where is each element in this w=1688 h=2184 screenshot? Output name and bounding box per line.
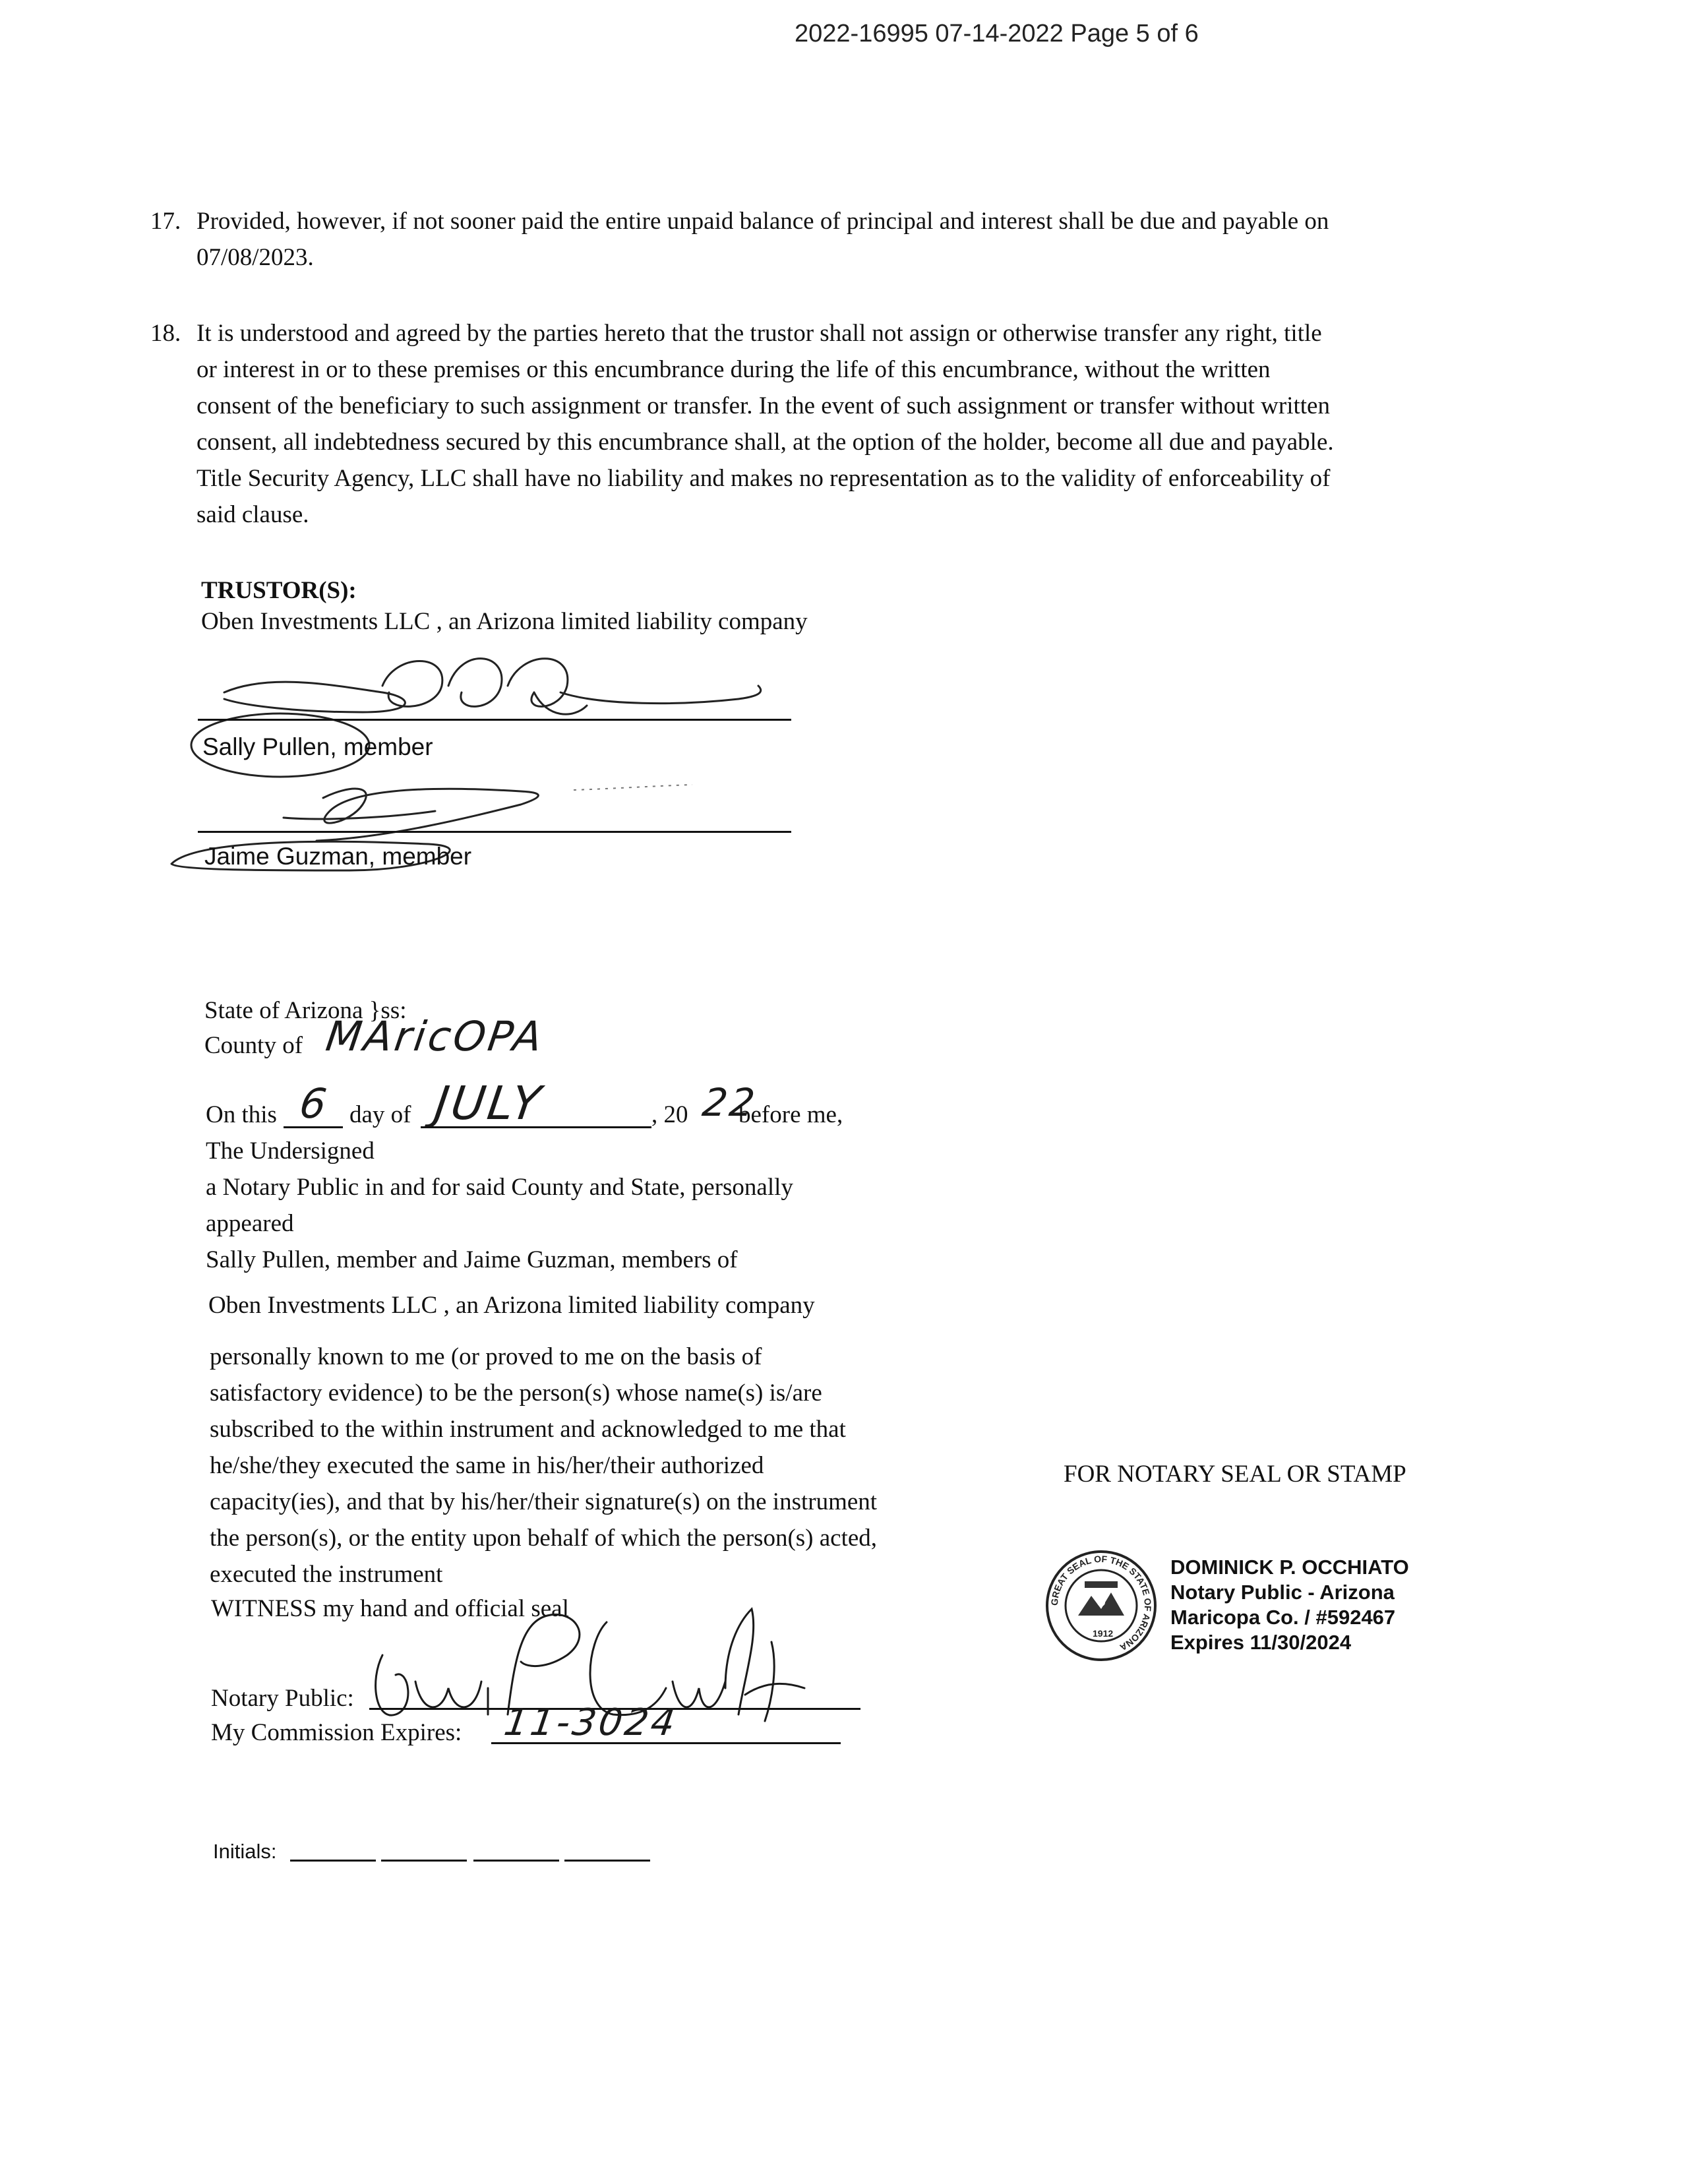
before-me-label: before me, — [738, 1101, 843, 1128]
document-reference-header: 2022-16995 07-14-2022 Page 5 of 6 — [795, 20, 1199, 47]
notary-body-line: The Undersigned — [206, 1138, 375, 1165]
initials-line — [381, 1860, 467, 1862]
year-prefix: , 20 — [651, 1101, 688, 1128]
notary-body-line: Sally Pullen, member and Jaime Guzman, members of — [206, 1246, 738, 1273]
acknowledgment-text — [210, 1339, 877, 1592]
clause-line: Provided, however, if not sooner paid the entire unpaid balance of principal and interest shall be due and payable on — [196, 208, 1329, 235]
initials-line — [290, 1860, 376, 1862]
commission-line — [491, 1742, 841, 1744]
clause-17-text — [196, 203, 1476, 276]
stamp-county: Maricopa Co. / #592467 — [1170, 1606, 1396, 1629]
clause-line: 07/08/2023. — [196, 244, 314, 271]
month-line — [421, 1126, 651, 1128]
signature-line-2 — [198, 831, 791, 833]
stamp-title: Notary Public - Arizona — [1170, 1581, 1395, 1604]
day-line — [284, 1126, 343, 1128]
signer-1-label: Sally Pullen, member — [202, 733, 433, 760]
state-line: State of Arizona }ss: — [204, 997, 407, 1024]
stamp-expires: Expires 11/30/2024 — [1170, 1631, 1352, 1654]
initials-label: Initials: — [213, 1840, 277, 1863]
ack-line: satisfactory evidence) to be the person(s) whose name(s) is/are — [210, 1380, 822, 1407]
commission-handwritten: 11-3024 — [501, 1701, 680, 1744]
day-of-label: day of — [349, 1101, 411, 1128]
ack-line: the person(s), or the entity upon behalf of which the person(s) acted, — [210, 1525, 878, 1552]
trustor-heading: TRUSTOR(S): — [201, 577, 357, 604]
initials-line — [564, 1860, 650, 1862]
clause-line: or interest in or to these premises or this encumbrance during the life of this encumbrance, without the written — [196, 356, 1271, 383]
month-handwritten: JULY — [431, 1076, 547, 1130]
trustor-company: Oben Investments LLC , an Arizona limited liability company — [201, 608, 808, 635]
notary-body-line: a Notary Public in and for said County and State, personally — [206, 1174, 793, 1201]
seal-year: 1912 — [1093, 1628, 1114, 1639]
signer-2-label: Jaime Guzman, member — [204, 843, 472, 870]
notary-body-line: appeared — [206, 1210, 294, 1237]
clause-line: consent of the beneficiary to such assignment or transfer. In the event of such assignment or transfer without written — [196, 392, 1330, 419]
witness-line: WITNESS my hand and official seal — [211, 1595, 569, 1622]
county-label: County of — [204, 1032, 303, 1059]
clause-line: Title Security Agency, LLC shall have no liability and makes no representation as to the validity of enforceability of — [196, 465, 1331, 492]
ack-line: personally known to me (or proved to me on the basis of — [210, 1343, 762, 1370]
signature-line-1 — [198, 719, 791, 721]
state-seal-image — [1045, 1550, 1157, 1662]
clause-17-number: 17. — [150, 208, 181, 235]
clause-line: consent, all indebtedness secured by this encumbrance shall, at the option of the holder, become all due and payable. — [196, 429, 1334, 456]
notary-company-line: Oben Investments LLC , an Arizona limited liability company — [208, 1292, 815, 1319]
ack-line: he/she/they executed the same in his/her/their authorized — [210, 1452, 764, 1479]
initials-line — [473, 1860, 559, 1862]
on-this-label: On this — [206, 1101, 277, 1128]
commission-expires-label: My Commission Expires: — [211, 1719, 462, 1746]
notary-public-label: Notary Public: — [211, 1685, 354, 1712]
county-handwritten: MAricOPA — [322, 1012, 548, 1060]
ack-line: executed the instrument — [210, 1561, 443, 1588]
seal-caption: FOR NOTARY SEAL OR STAMP — [1064, 1461, 1406, 1488]
notary-stamp — [1170, 1555, 1409, 1655]
ack-line: capacity(ies), and that by his/her/their signature(s) on the instrument — [210, 1488, 878, 1515]
seal-ring-text: GREAT SEAL OF THE STATE OF ARIZONA — [1048, 1553, 1154, 1653]
day-handwritten: 6 — [296, 1079, 332, 1128]
ack-line: subscribed to the within instrument and acknowledged to me that — [210, 1416, 846, 1443]
clause-18-text — [196, 315, 1476, 533]
stamp-name: DOMINICK P. OCCHIATO — [1170, 1556, 1409, 1579]
notary-body — [206, 1133, 793, 1278]
year-handwritten: 22 — [700, 1080, 760, 1125]
clause-18-number: 18. — [150, 320, 181, 347]
clause-line: said clause. — [196, 501, 309, 528]
clause-line: It is understood and agreed by the parties hereto that the trustor shall not assign or otherwise transfer any right, title — [196, 320, 1322, 347]
